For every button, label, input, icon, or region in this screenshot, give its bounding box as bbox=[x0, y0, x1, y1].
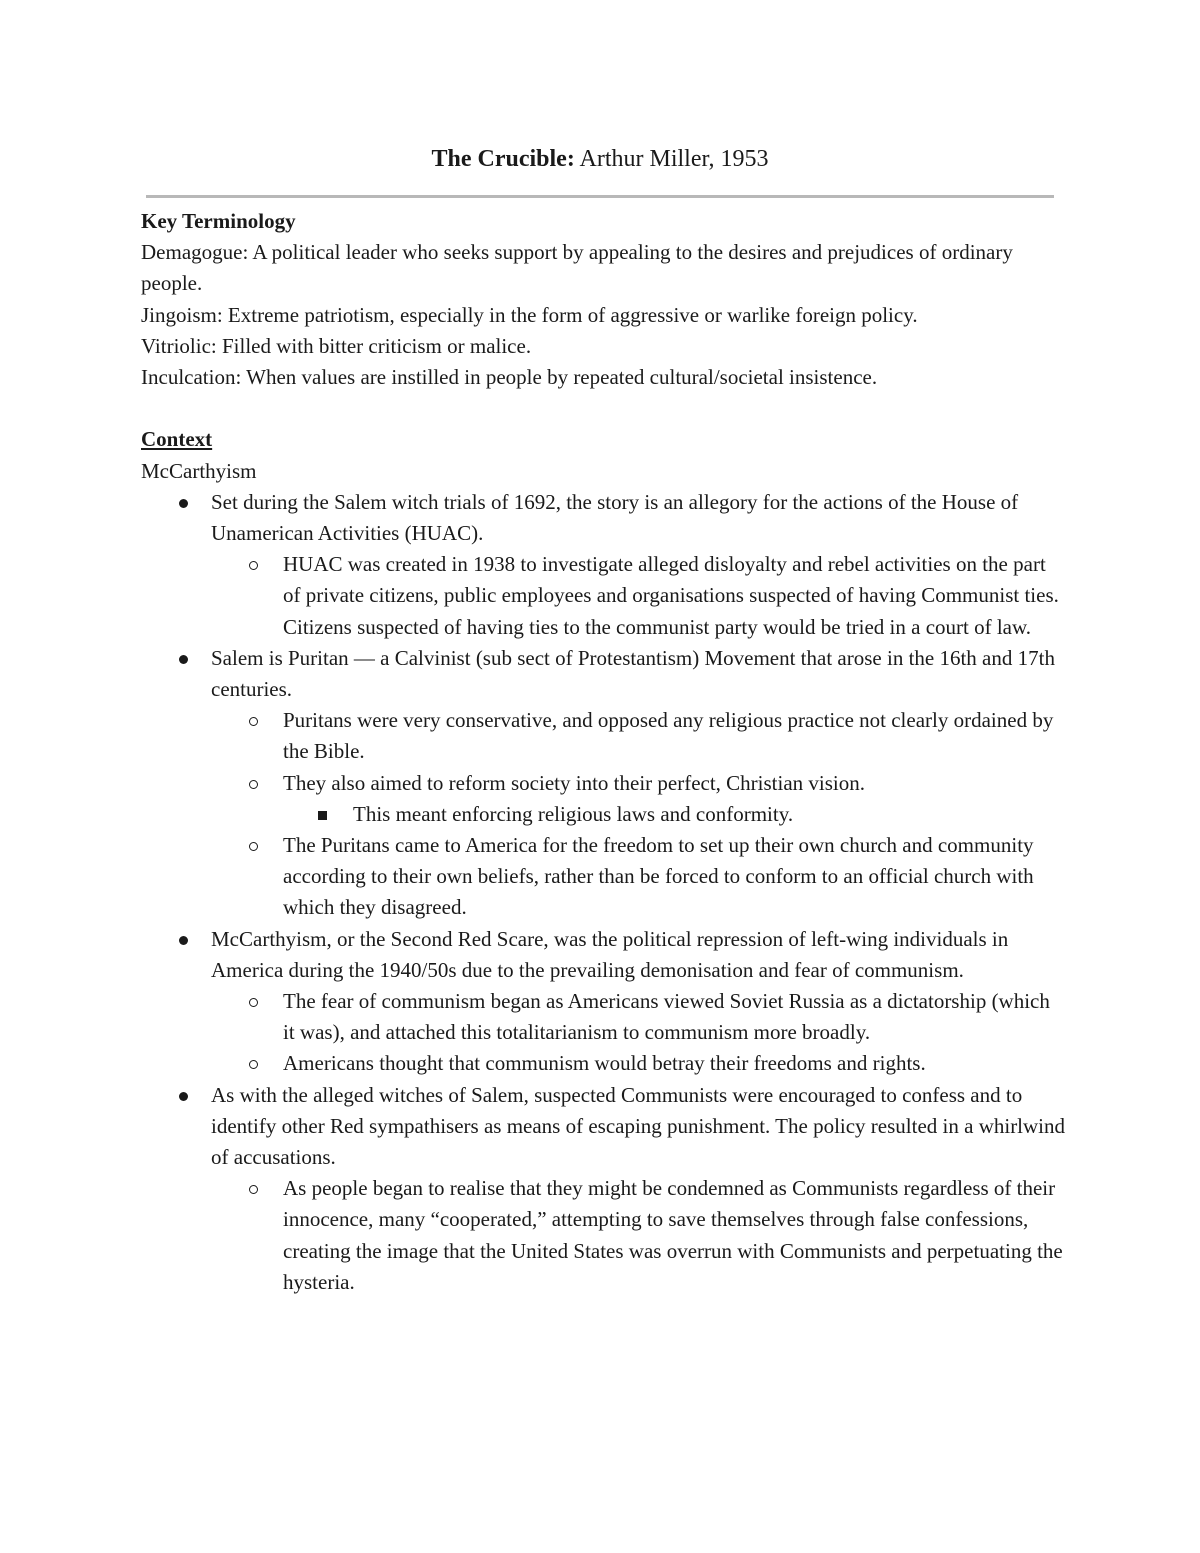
list-item bbox=[211, 1048, 1066, 1079]
circle-bullet-icon bbox=[249, 549, 261, 580]
disc-bullet-icon bbox=[179, 487, 189, 518]
sub-bullet-text: HUAC was created in 1938 to investigate alleged disloyalty and rebel activities on the part of private citizens, public employees and organisations suspected of having Communist ties. Citizens suspected of having ties to the communist party would be tried in a court of law. bbox=[283, 552, 1059, 639]
key-terminology-heading: Key Terminology bbox=[141, 209, 296, 233]
sub-bullet-list bbox=[211, 1173, 1066, 1298]
horizontal-divider bbox=[146, 195, 1054, 198]
section-spacer bbox=[141, 393, 1066, 424]
circle-bullet-icon bbox=[249, 768, 261, 799]
circle-bullet-icon bbox=[249, 1173, 261, 1204]
sub-bullet-list bbox=[211, 705, 1066, 923]
sub-bullet-list bbox=[211, 549, 1066, 643]
bullet-text: McCarthyism, or the Second Red Scare, was the political repression of left-wing individuals in America during the 1940/50s due to the prevailing demonisation and fear of communism. bbox=[211, 926, 1009, 982]
list-item bbox=[141, 924, 1066, 1080]
bullet-text: Set during the Salem witch trials of 1692, the story is an allegory for the actions of the House of Unamerican Activities (HUAC). bbox=[211, 489, 1019, 546]
sub-sub-bullet-text: This meant enforcing religious laws and conformity. bbox=[353, 801, 794, 826]
title-bold: The Crucible: bbox=[431, 146, 575, 172]
list-item bbox=[211, 705, 1066, 767]
square-bullet-icon bbox=[318, 799, 330, 830]
circle-bullet-icon bbox=[249, 830, 261, 861]
circle-bullet-icon bbox=[249, 986, 261, 1017]
disc-bullet-icon bbox=[179, 1080, 189, 1111]
sub-bullet-text: The fear of communism began as Americans viewed Soviet Russia as a dictatorship (which it was), and attached this totalitarianism to communism more broadly. bbox=[283, 989, 1050, 1045]
term-demagogue: Demagogue: A political leader who seeks support by appealing to the desires and prejudices of ordinary people. bbox=[141, 240, 1013, 296]
sub-bullet-text: Americans thought that communism would betray their freedoms and rights. bbox=[283, 1051, 926, 1076]
list-item bbox=[211, 986, 1066, 1048]
sub-bullet-text: Puritans were very conservative, and opposed any religious practice not clearly ordained by the Bible. bbox=[283, 708, 1054, 764]
sub-bullet-text: As people began to realise that they might be condemned as Communists regardless of their innocence, many “cooperated,” attempting to save themselves through false confessions, creating the image that the United States was overrun with Communists and perpetuating the hysteria. bbox=[283, 1176, 1063, 1294]
disc-bullet-icon bbox=[179, 643, 189, 674]
sub-bullet-text: The Puritans came to America for the freedom to set up their own church and community according to their own beliefs, rather than be forced to conform to an official church with which they disagreed. bbox=[283, 833, 1034, 920]
sub-bullet-text: They also aimed to reform society into their perfect, Christian vision. bbox=[283, 770, 866, 795]
disc-bullet-icon bbox=[179, 924, 189, 955]
mccarthyism-subheading: McCarthyism bbox=[141, 458, 257, 483]
term-jingoism: Jingoism: Extreme patriotism, especially in the form of aggressive or warlike foreign policy. bbox=[141, 302, 918, 327]
page-title bbox=[0, 144, 1200, 174]
bullet-text: As with the alleged witches of Salem, suspected Communists were encouraged to confess and to identify other Red sympathisers as means of escaping punishment. The policy resulted in a whirlwind of accusations. bbox=[211, 1082, 1066, 1170]
list-item bbox=[211, 1173, 1066, 1298]
list-item bbox=[211, 549, 1066, 643]
document-body bbox=[141, 206, 1066, 1298]
term-inculcation: Inculcation: When values are instilled in people by repeated cultural/societal insistence. bbox=[141, 365, 878, 390]
sub-sub-bullet-list bbox=[283, 799, 1066, 830]
sub-bullet-list bbox=[211, 986, 1066, 1080]
term-vitriolic: Vitriolic: Filled with bitter criticism or malice. bbox=[141, 333, 532, 358]
bullet-text: Salem is Puritan — a Calvinist (sub sect of Protestantism) Movement that arose in the 16th and 17th centuries. bbox=[211, 645, 1055, 702]
circle-bullet-icon bbox=[249, 705, 261, 736]
list-item bbox=[211, 768, 1066, 830]
list-item bbox=[141, 487, 1066, 643]
list-item bbox=[283, 799, 1066, 830]
list-item bbox=[211, 830, 1066, 924]
list-item bbox=[141, 1080, 1066, 1298]
context-heading: Context bbox=[141, 427, 213, 452]
list-item bbox=[141, 643, 1066, 924]
title-rest: Arthur Miller, 1953 bbox=[574, 146, 769, 172]
context-bullet-list bbox=[141, 487, 1066, 1298]
circle-bullet-icon bbox=[249, 1048, 261, 1079]
